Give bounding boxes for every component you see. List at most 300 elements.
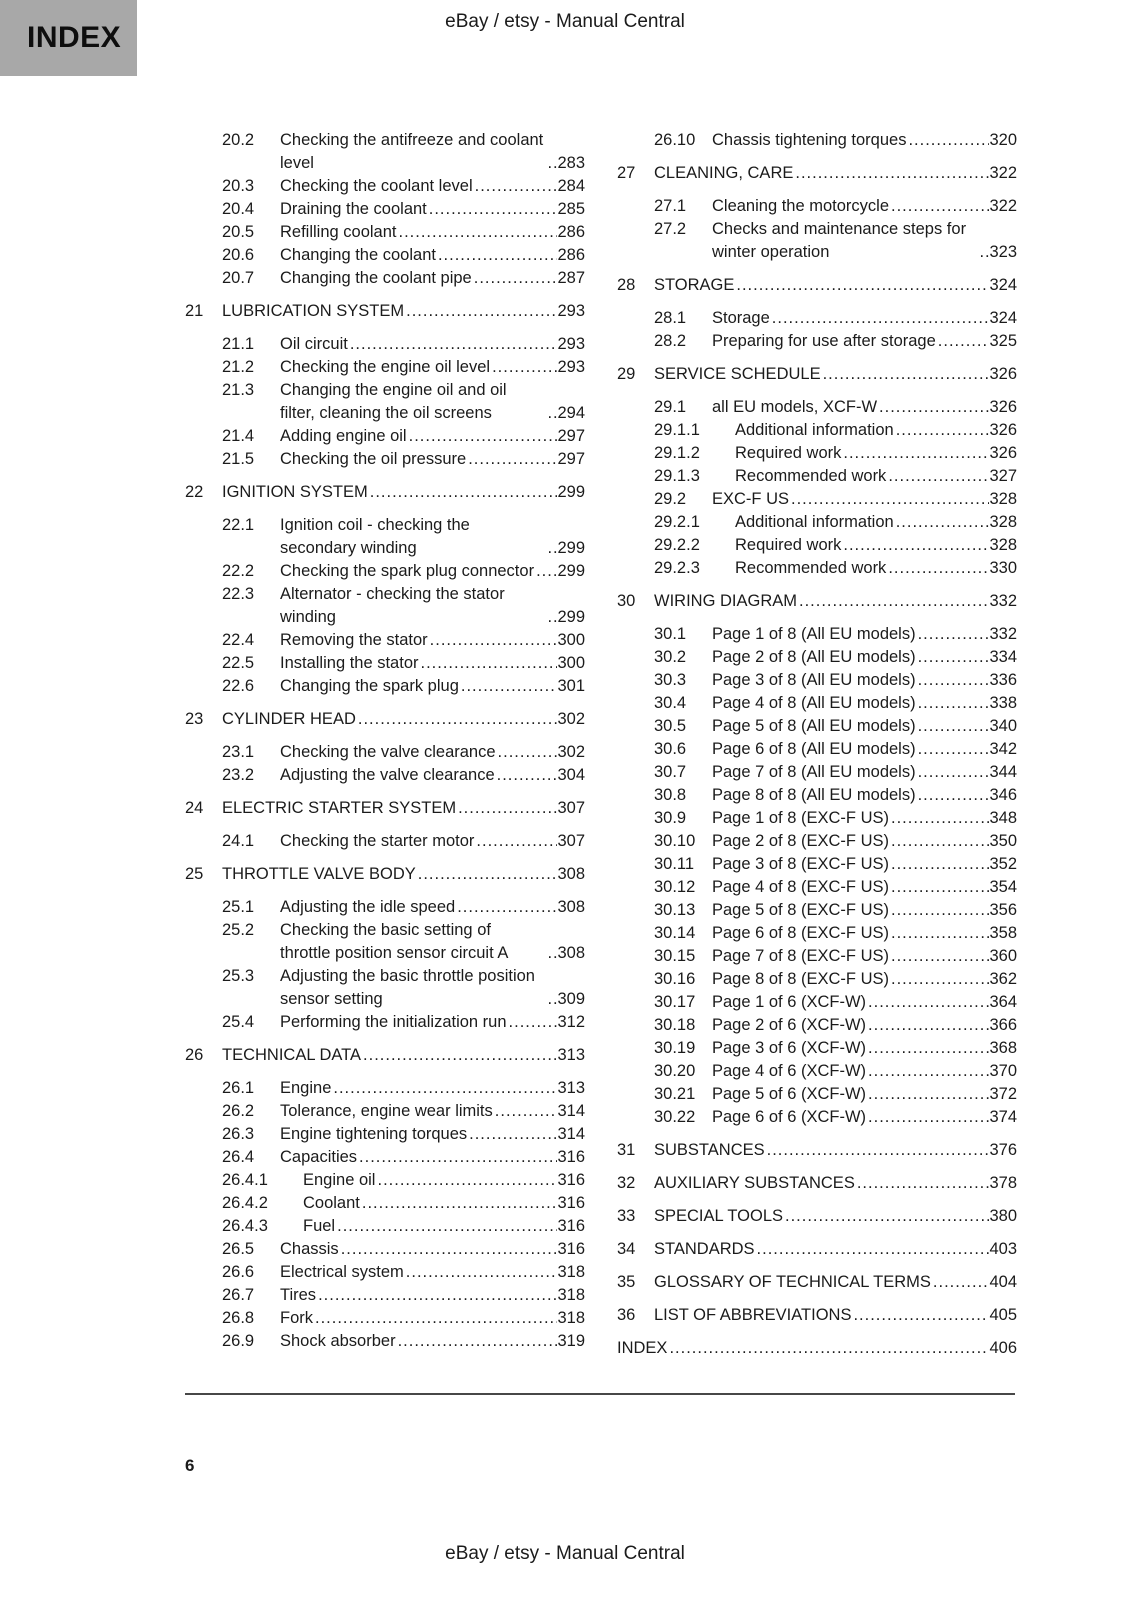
toc-entry-page: 309 [557,990,585,1008]
toc-entry-number: 24.1 [222,832,255,850]
toc-dot-leader [977,241,989,264]
toc-entry-page: 405 [989,1306,1017,1324]
toc-entry-label: Refilling coolant [280,223,397,241]
toc-entry-label: Checking the valve clearance [280,743,496,761]
toc-entry-page: 404 [989,1273,1017,1291]
toc-entry-number: 25.4 [222,1013,255,1031]
toc-entry-page: 360 [989,947,1017,965]
toc-entry-page: 336 [989,671,1017,689]
toc-entry [185,629,585,652]
toc-entry-page: 299 [557,539,585,557]
toc-entry [185,333,585,356]
toc-dot-leader [466,448,557,471]
toc-entry-page: 326 [989,444,1017,462]
toc-entry-page: 313 [557,1046,585,1064]
toc-entry-page: 299 [557,562,585,580]
toc-entry-page: 302 [557,743,585,761]
toc-entry-number: 30 [617,592,636,610]
toc-entry [185,267,585,290]
toc-entry-label: Page 4 of 8 (EXC-F US) [712,878,889,896]
toc-entry-page: 403 [989,1240,1017,1258]
toc-entry-body [735,511,1017,534]
toc-entry-number: 27.1 [654,197,687,215]
toc-entry-number: 26.1 [222,1079,255,1097]
toc-entry-label: AUXILIARY SUBSTANCES [654,1174,855,1192]
toc-entry-label: Fork [280,1309,313,1327]
toc-entry-body [712,330,1017,353]
toc-entry [617,669,1017,692]
toc-entry-body [712,396,1017,419]
toc-dot-leader [889,945,989,968]
toc-entry [617,511,1017,534]
toc-entry-page: 326 [989,421,1017,439]
toc-entry-number: 22.2 [222,562,255,580]
toc-entry-body [735,465,1017,488]
toc-entry [617,129,1017,152]
toc-entry-body [280,652,585,675]
toc-entry [185,379,585,425]
toc-entry-label: LIST OF ABBREVIATIONS [654,1306,852,1324]
toc-entry-page: 286 [557,223,585,241]
toc-entry-label: Page 7 of 8 (All EU models) [712,763,916,781]
toc-chapter-entry [185,863,585,886]
toc-dot-leader [931,1271,990,1294]
toc-entry [185,1307,585,1330]
toc-entry-number: 23.1 [222,743,255,761]
toc-dot-leader [916,692,990,715]
toc-entry-label: Shock absorber [280,1332,396,1350]
toc-entry-label: Changing the coolant [280,246,436,264]
toc-entry-body [280,764,585,787]
toc-entry [185,1011,585,1034]
toc-entry-label: Page 3 of 8 (EXC-F US) [712,855,889,873]
toc-entry-label: SERVICE SCHEDULE [654,365,821,383]
toc-entry-number: 29.2.3 [654,559,700,577]
toc-entry [617,218,1017,264]
toc-entry-label: Checks and maintenance steps for winter operation [712,220,967,261]
toc-dot-leader [889,899,989,922]
toc-entry-label: Page 6 of 8 (All EU models) [712,740,916,758]
toc-entry-label: Page 1 of 8 (All EU models) [712,625,916,643]
toc-entry-page: 358 [989,924,1017,942]
header-title: eBay / etsy - Manual Central [445,11,685,32]
toc-entry-number: 30.2 [654,648,687,666]
toc-entry-page: 372 [989,1085,1017,1103]
toc-entry [185,919,585,965]
toc-entry-page: 378 [989,1174,1017,1192]
toc-entry-page: 344 [989,763,1017,781]
toc-entry-label: GLOSSARY OF TECHNICAL TERMS [654,1273,931,1291]
toc-entry-page: 316 [557,1148,585,1166]
toc-chapter-entry [617,363,1017,386]
toc-entry [185,175,585,198]
toc-entry [185,1330,585,1353]
toc-dot-leader [313,1307,557,1330]
toc-entry [617,899,1017,922]
toc-entry-body [280,1100,585,1123]
toc-entry [185,583,585,629]
toc-entry-body [280,379,585,425]
toc-entry-label: Page 8 of 8 (All EU models) [712,786,916,804]
toc-entry-label: Alternator - checking the stator winding [280,585,505,626]
toc-entry-number: 21.4 [222,427,255,445]
toc-entry-number: 26.10 [654,131,696,149]
toc-entry-label: Page 3 of 8 (All EU models) [712,671,916,689]
toc-entry-body [712,1083,1017,1106]
toc-dot-leader [866,1037,989,1060]
toc-dot-leader [407,425,558,448]
toc-entry-body [735,534,1017,557]
toc-entry-label: ELECTRIC STARTER SYSTEM [222,799,457,817]
toc-entry [185,675,585,698]
toc-entry-body [712,830,1017,853]
toc-entry-label: all EU models, XCF-W [712,398,878,416]
toc-entry-body [617,1337,1017,1360]
toc-entry-page: 323 [989,243,1017,261]
toc-dot-leader [821,363,990,386]
toc-entry-label: Checking the starter motor [280,832,475,850]
toc-entry-label: Tolerance, engine wear limits [280,1102,493,1120]
toc-entry-page: 314 [557,1102,585,1120]
toc-entry-page: 374 [989,1108,1017,1126]
toc-entry-body [712,899,1017,922]
toc-chapter-entry [617,162,1017,185]
page-number: 6 [185,1456,195,1475]
toc-entry-page: 366 [989,1016,1017,1034]
toc-entry-label: TECHNICAL DATA [222,1046,362,1064]
toc-entry-body [654,1271,1017,1294]
toc-dot-leader [316,1284,557,1307]
toc-entry-page: 338 [989,694,1017,712]
toc-entry-body [280,560,585,583]
toc-entry-page: 316 [557,1240,585,1258]
toc-entry-body [654,590,1017,613]
toc-dot-leader [877,396,989,419]
toc-entry-page: 307 [557,832,585,850]
toc-entry-label: Page 2 of 8 (EXC-F US) [712,832,889,850]
toc-dot-leader [545,988,557,1011]
toc-entry-label: Changing the coolant pipe [280,269,472,287]
toc-entry-label: Checking the coolant level [280,177,473,195]
toc-entry-body [280,129,585,175]
toc-dot-leader [404,1261,558,1284]
toc-entry-label: STORAGE [654,276,735,294]
toc-entry-page: 304 [557,766,585,784]
toc-entry-number: 30.8 [654,786,687,804]
toc-chapter-entry [185,300,585,323]
toc-entry-page: 326 [989,365,1017,383]
toc-dot-leader [866,1060,989,1083]
toc-entry-page: 325 [989,332,1017,350]
toc-dot-leader [368,481,558,504]
toc-entry-label: Electrical system [280,1263,404,1281]
toc-entry-number: 32 [617,1174,636,1192]
footer-title: eBay / etsy - Manual Central [445,1543,685,1564]
toc-entry-label: CLEANING, CARE [654,164,794,182]
toc-dot-leader [545,942,557,965]
toc-dot-leader [889,853,989,876]
toc-entry-number: 30.21 [654,1085,696,1103]
toc-entry-page: 312 [557,1013,585,1031]
toc-entry-number: 29.2.2 [654,536,700,554]
toc-entry-page: 299 [557,483,585,501]
toc-dot-leader [770,307,990,330]
table-of-contents [185,129,1017,1370]
toc-entry-body [712,876,1017,899]
toc-entry-page: 322 [989,197,1017,215]
toc-entry-page: 406 [989,1339,1017,1357]
toc-entry-body [654,1172,1017,1195]
toc-entry-number: 30.19 [654,1039,696,1057]
toc-dot-leader [793,162,989,185]
toc-dot-leader [436,244,558,267]
toc-column-right [617,129,1017,1370]
toc-chapter-entry [617,590,1017,613]
toc-dot-leader [855,1172,990,1195]
toc-entry-body [280,356,585,379]
toc-entry-body [712,1014,1017,1037]
toc-entry-page: 332 [989,625,1017,643]
toc-dot-leader [416,863,558,886]
toc-entry-label: Chassis [280,1240,339,1258]
toc-entry-label: Preparing for use after storage [712,332,936,350]
toc-dot-leader [534,560,557,583]
toc-entry [185,741,585,764]
toc-entry-number: 29 [617,365,636,383]
toc-entry-body [280,741,585,764]
toc-entry [185,1146,585,1169]
toc-entry-number: 21 [185,302,204,320]
toc-dot-leader [841,534,989,557]
toc-entry-number: 21.5 [222,450,255,468]
toc-entry-page: 313 [557,1079,585,1097]
toc-entry-number: 30.10 [654,832,696,850]
toc-entry-label: SPECIAL TOOLS [654,1207,784,1225]
toc-entry [185,244,585,267]
toc-entry-body [712,307,1017,330]
toc-entry-number: 28 [617,276,636,294]
toc-entry-page: 283 [557,154,585,172]
toc-entry-label: Engine [280,1079,332,1097]
toc-entry-body [654,274,1017,297]
toc-dot-leader [456,797,557,820]
toc-dot-leader [455,896,557,919]
toc-chapter-entry [185,797,585,820]
toc-entry-number: 29.1.2 [654,444,700,462]
toc-dot-leader [545,606,557,629]
toc-entry-number: 22.1 [222,516,255,534]
toc-entry-number: 29.1 [654,398,687,416]
toc-entry-number: 22.6 [222,677,255,695]
toc-entry [185,1261,585,1284]
toc-dot-leader [889,968,989,991]
toc-dot-leader [906,129,989,152]
toc-dot-leader [886,465,989,488]
toc-entry-page: 370 [989,1062,1017,1080]
toc-entry-number: 22 [185,483,204,501]
toc-entry-body [654,1238,1017,1261]
toc-entry-page: 324 [989,276,1017,294]
toc-entry-number: 30.9 [654,809,687,827]
toc-entry-number: 20.3 [222,177,255,195]
toc-entry-label: Checking the oil pressure [280,450,467,468]
toc-entry-label: Page 7 of 8 (EXC-F US) [712,947,889,965]
toc-entry-body [222,1044,585,1067]
toc-entry-number: 30.13 [654,901,696,919]
toc-entry-label: Installing the stator [280,654,419,672]
toc-entry-body [654,1205,1017,1228]
toc-entry-body [712,218,1017,264]
toc-entry-page: 332 [989,592,1017,610]
toc-entry [185,1192,585,1215]
toc-entry [185,514,585,560]
toc-entry-number: 21.1 [222,335,255,353]
toc-dot-leader [667,1337,989,1360]
toc-entry-body [712,669,1017,692]
toc-dot-leader [889,195,989,218]
toc-entry-page: 318 [557,1309,585,1327]
toc-entry [617,442,1017,465]
toc-entry-page: 314 [557,1125,585,1143]
toc-entry-body [712,807,1017,830]
toc-entry-body [280,514,585,560]
toc-entry-label: Adjusting the valve clearance [280,766,495,784]
toc-entry-number: 35 [617,1273,636,1291]
toc-chapter-entry [617,1172,1017,1195]
toc-entry-body [280,919,585,965]
toc-dot-leader [734,274,989,297]
toc-entry-number: 30.6 [654,740,687,758]
toc-entry [617,784,1017,807]
toc-entry-body [712,945,1017,968]
toc-entry-label: Checking the antifreeze and coolant level [280,131,544,172]
toc-entry [617,396,1017,419]
toc-entry-page: 316 [557,1217,585,1235]
toc-entry-number: 25.1 [222,898,255,916]
toc-entry-body [280,448,585,471]
toc-chapter-entry [617,1238,1017,1261]
toc-entry-label: Page 1 of 6 (XCF-W) [712,993,867,1011]
toc-entry-body [712,1060,1017,1083]
toc-entry-label: Page 4 of 8 (All EU models) [712,694,916,712]
toc-chapter-entry [617,1139,1017,1162]
toc-entry [617,922,1017,945]
toc-entry-number: 25.3 [222,967,255,985]
toc-dot-leader [427,198,558,221]
toc-entry [617,968,1017,991]
toc-entry-number: 26.4 [222,1148,255,1166]
toc-dot-leader [495,764,558,787]
toc-entry-page: 318 [557,1263,585,1281]
toc-dot-leader [889,830,989,853]
toc-entry-number: 33 [617,1207,636,1225]
toc-dot-leader [490,356,557,379]
toc-chapter-entry [617,1205,1017,1228]
toc-entry [185,1100,585,1123]
toc-entry-number: 20.2 [222,131,255,149]
toc-entry [185,1215,585,1238]
toc-entry-body [712,968,1017,991]
toc-dot-leader [467,1123,557,1146]
toc-entry-number: 22.4 [222,631,255,649]
toc-entry [185,830,585,853]
toc-entry-body [280,583,585,629]
toc-entry-label: Page 8 of 8 (EXC-F US) [712,970,889,988]
toc-entry-number: 30.18 [654,1016,696,1034]
toc-entry-number: 31 [617,1141,636,1159]
toc-dot-leader [866,1014,989,1037]
toc-entry-body [280,1146,585,1169]
toc-dot-leader [428,629,558,652]
toc-entry-body [280,1077,585,1100]
toc-entry-body [712,922,1017,945]
toc-entry-body [712,623,1017,646]
toc-entry-label: SUBSTANCES [654,1141,765,1159]
toc-entry-body [712,646,1017,669]
toc-entry-label: Recommended work [735,559,887,577]
toc-entry [185,1284,585,1307]
toc-entry-number: 27 [617,164,636,182]
toc-entry [617,557,1017,580]
toc-entry-page: 293 [557,335,585,353]
toc-entry [185,652,585,675]
toc-entry-page: 352 [989,855,1017,873]
toc-entry-body [280,244,585,267]
toc-dot-leader [507,1011,558,1034]
toc-dot-leader [356,708,558,731]
toc-entry-body [735,419,1017,442]
toc-entry-label: Tires [280,1286,317,1304]
footer-divider [185,1393,1015,1395]
toc-entry-page: 285 [557,200,585,218]
toc-entry [617,945,1017,968]
toc-entry-label: Recommended work [735,467,887,485]
toc-entry-number: 29.1.3 [654,467,700,485]
toc-entry-body [712,692,1017,715]
toc-entry-page: 354 [989,878,1017,896]
toc-entry-label: IGNITION SYSTEM [222,483,368,501]
toc-entry-body [280,1284,585,1307]
toc-dot-leader [889,807,989,830]
toc-entry-number: 36 [617,1306,636,1324]
toc-entry-number: 20.7 [222,269,255,287]
toc-dot-leader [894,419,990,442]
toc-entry-page: 350 [989,832,1017,850]
toc-entry-label: WIRING DIAGRAM [654,592,797,610]
toc-entry-label: Checking the engine oil level [280,358,491,376]
toc-entry-number: 23.2 [222,766,255,784]
toc-entry-page: 322 [989,164,1017,182]
toc-entry-page: 340 [989,717,1017,735]
toc-dot-leader [916,738,990,761]
toc-entry-number: 34 [617,1240,636,1258]
toc-entry-number: 28.1 [654,309,687,327]
toc-entry-body [712,488,1017,511]
toc-chapter-entry [617,274,1017,297]
toc-entry-body [654,363,1017,386]
toc-entry-page: 328 [989,536,1017,554]
toc-entry-number: 21.2 [222,358,255,376]
toc-entry-label: Page 3 of 6 (XCF-W) [712,1039,867,1057]
toc-entry-number: 26 [185,1046,204,1064]
toc-entry-number: 29.1.1 [654,421,700,439]
toc-entry-body [280,629,585,652]
toc-entry-number: 26.6 [222,1263,255,1281]
toc-entry [185,764,585,787]
toc-entry-number: 30.5 [654,717,687,735]
toc-entry-number: 25 [185,865,204,883]
toc-entry [617,1106,1017,1129]
